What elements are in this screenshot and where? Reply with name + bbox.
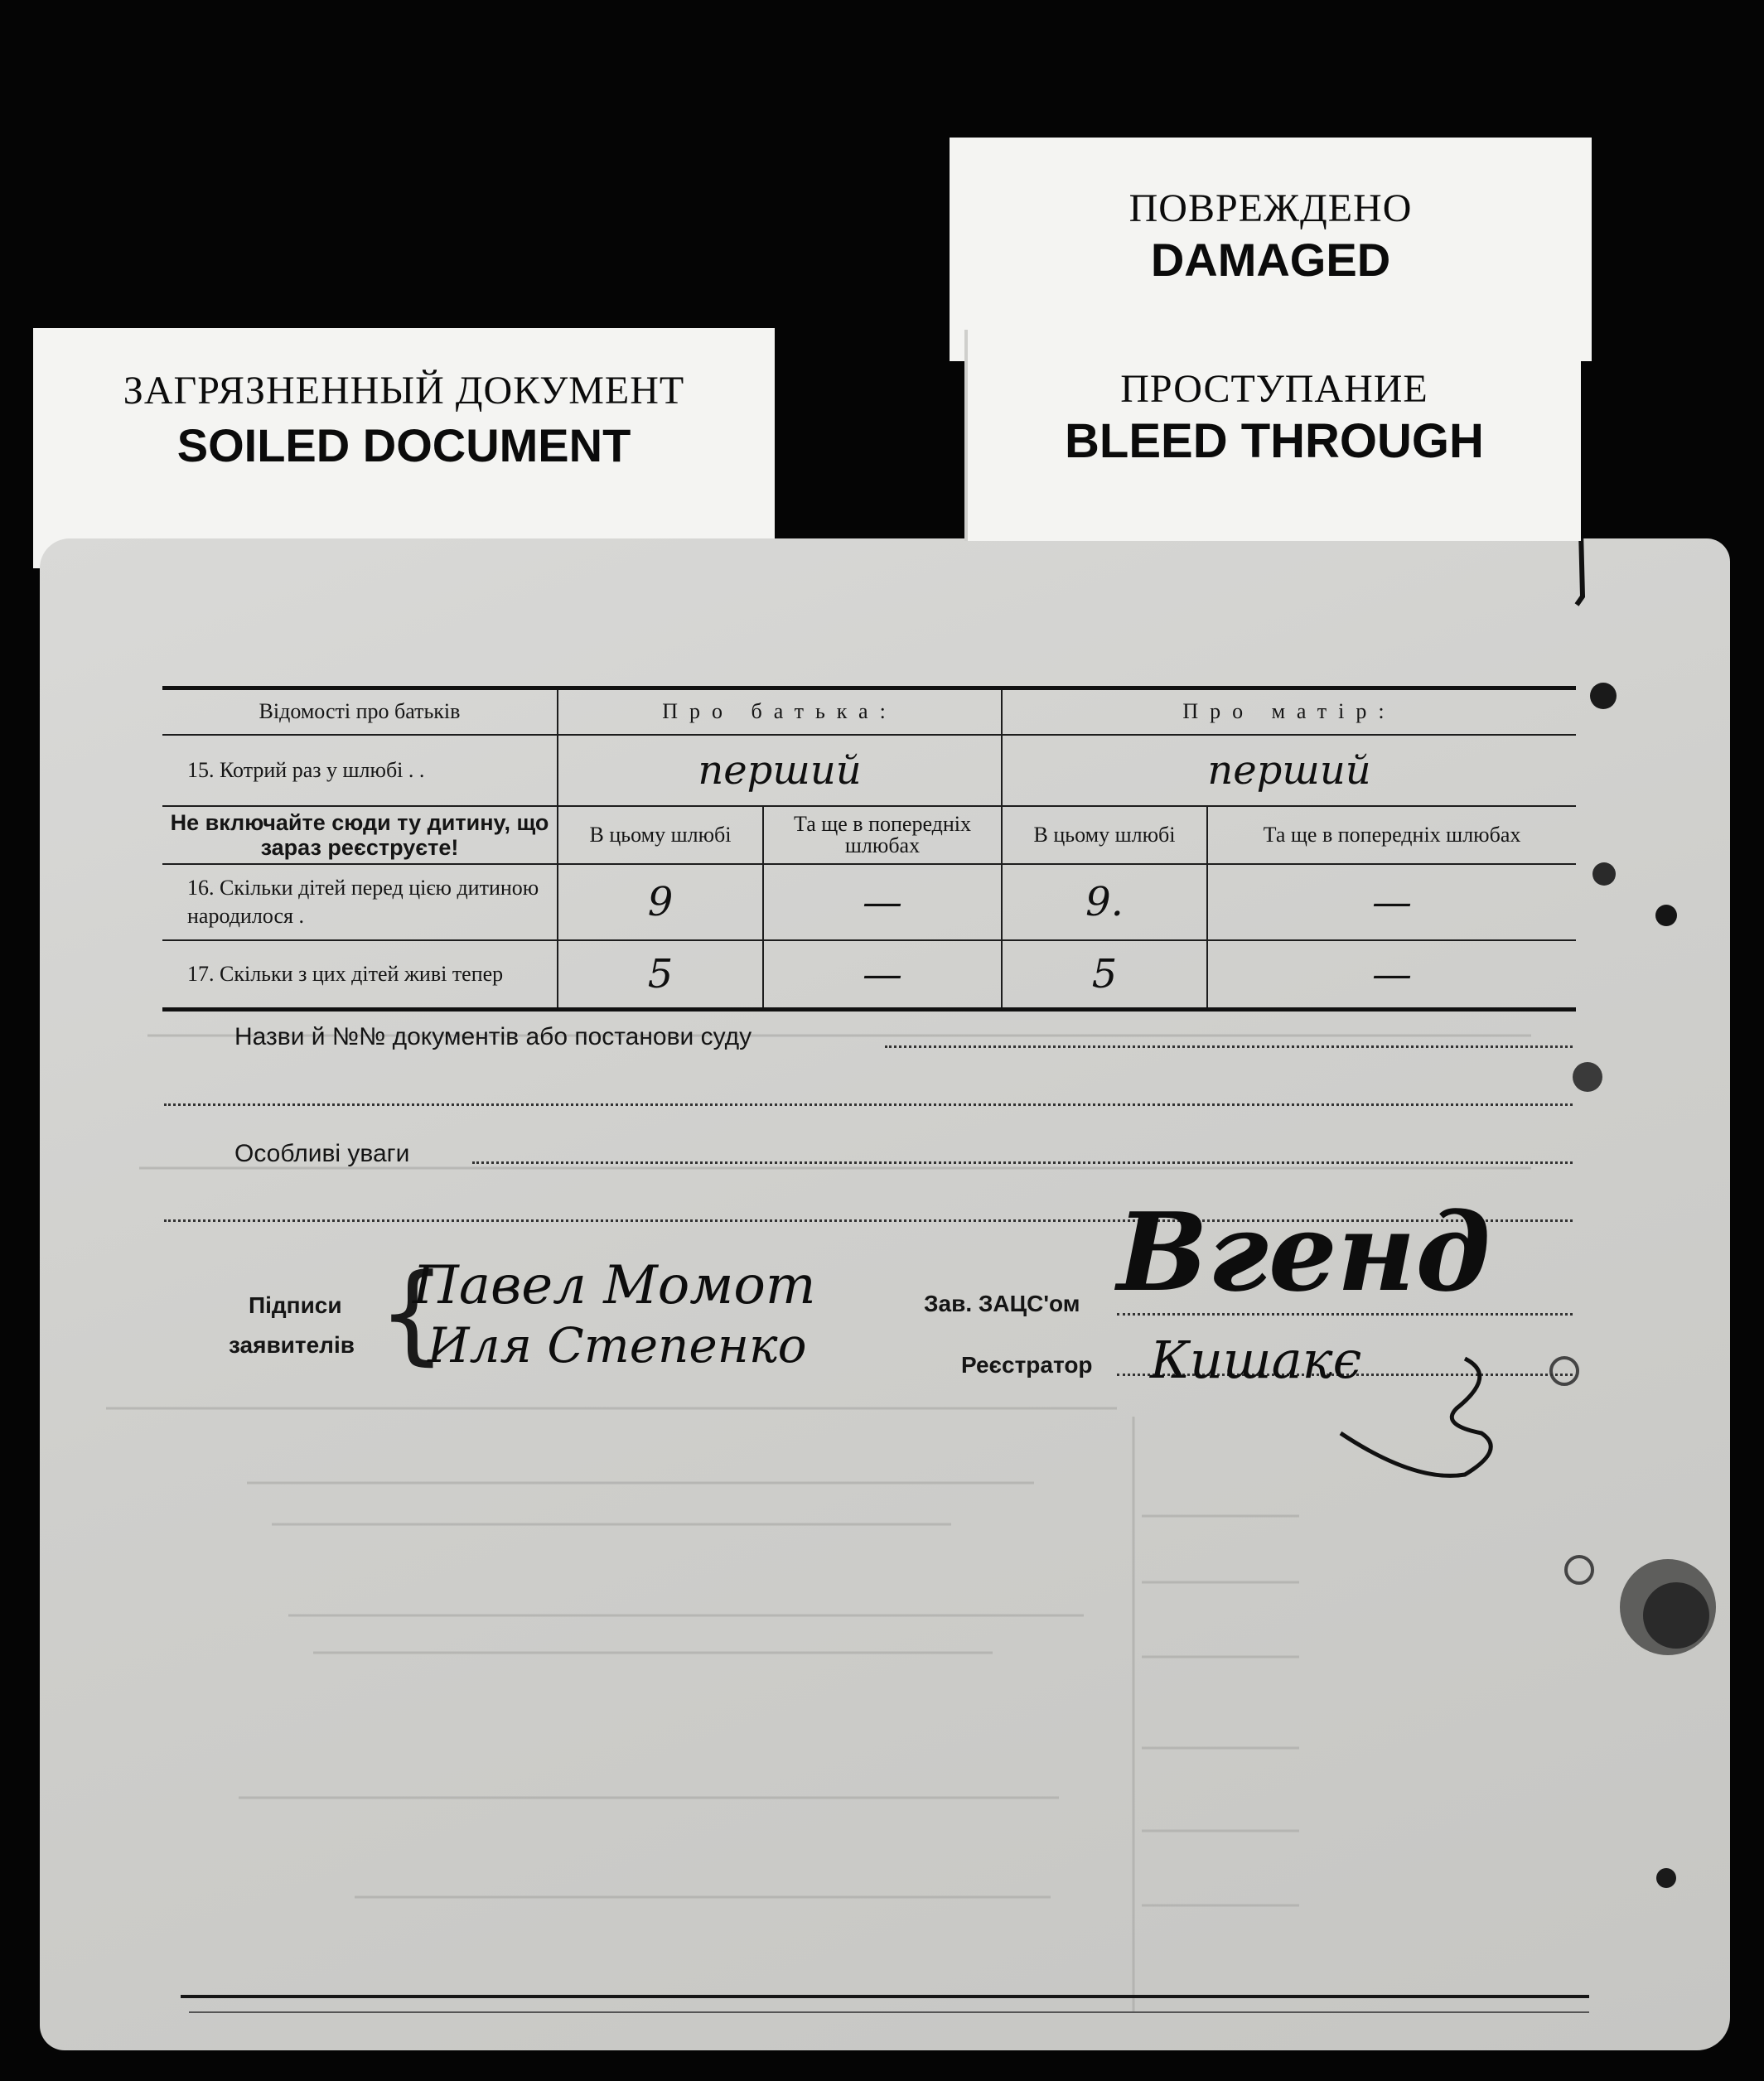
soiled-label-en: SOILED DOCUMENT — [176, 419, 631, 471]
row16-father-prev: — — [763, 864, 1002, 940]
father-in-this-marriage-header: В цьому шлюбі — [558, 806, 763, 864]
bleed-label-en: BLEED THROUGH — [1065, 414, 1484, 468]
mother-previous-marriages-header: Та ще в попередніх шлюбах — [1207, 806, 1576, 864]
row16-mother-prev: — — [1207, 864, 1576, 940]
row15-label: 15. Котрий раз у шлюбі . . — [162, 735, 558, 806]
soiled-label-ru: ЗАГРЯЗНЕННЫЙ ДОКУМЕНТ — [123, 369, 685, 413]
row17-mother-prev: — — [1207, 940, 1576, 1010]
damaged-label-ru: ПОВРЕЖДЕНО — [1128, 186, 1413, 230]
exclude-child-note: Не включайте сюди ту дитину, що зараз реєструєте! — [162, 806, 558, 864]
bottom-rule — [181, 1995, 1589, 1998]
registrar-signature: Кишакє — [1150, 1330, 1362, 1390]
header-parents-info: Відомості про батьків — [162, 688, 558, 735]
head-of-registry-label: Зав. ЗАЦС'ом — [924, 1291, 1080, 1316]
signatures-label-2: заявителів — [229, 1332, 355, 1358]
bottom-rule-thin — [189, 2011, 1589, 2013]
father-previous-marriages-header: Та ще в попередніх шлюбах — [763, 806, 1002, 864]
signatures-label-1: Підписи — [249, 1292, 342, 1318]
row16-mother-this: 9. — [1002, 864, 1207, 940]
mother-in-this-marriage-header: В цьому шлюбі — [1002, 806, 1207, 864]
bleed-label-ru: ПРОСТУПАНИЕ — [1120, 367, 1428, 411]
header-about-mother: Про матір: — [1002, 688, 1576, 735]
document-sheet — [40, 538, 1730, 2050]
applicant-signature-1: Павел Момот — [413, 1255, 816, 1316]
header-about-father: Про батька: — [558, 688, 1002, 735]
bleed-through-label — [968, 330, 1581, 541]
row15-mother-value: перший — [1002, 735, 1576, 806]
damaged-label — [950, 138, 1592, 361]
row17-father-this: 5 — [558, 940, 763, 1010]
row16-father-this: 9 — [558, 864, 763, 940]
remarks-field-label: Особливі уваги — [234, 1140, 410, 1167]
row17-father-prev: — — [763, 940, 1002, 1010]
applicant-signature-2: Иля Степенко — [428, 1317, 807, 1374]
row17-label: 17. Скільки з цих дітей живі тепер — [162, 940, 558, 1010]
row17-mother-this: 5 — [1002, 940, 1207, 1010]
signatures-brace: { — [378, 1250, 447, 1376]
registrar-flourish — [40, 538, 1730, 2050]
soiled-document-label — [33, 328, 775, 568]
registrar-label: Реєстратор — [961, 1352, 1093, 1378]
damaged-label-en: DAMAGED — [1150, 234, 1391, 286]
row15-father-value: перший — [558, 735, 1002, 806]
head-signature: Вгенд — [1117, 1189, 1491, 1316]
row16-label: 16. Скільки дітей перед цією дитиною народилося . — [162, 864, 558, 940]
documents-field-label: Назви й №№ документів або постанови суду — [234, 1023, 752, 1050]
